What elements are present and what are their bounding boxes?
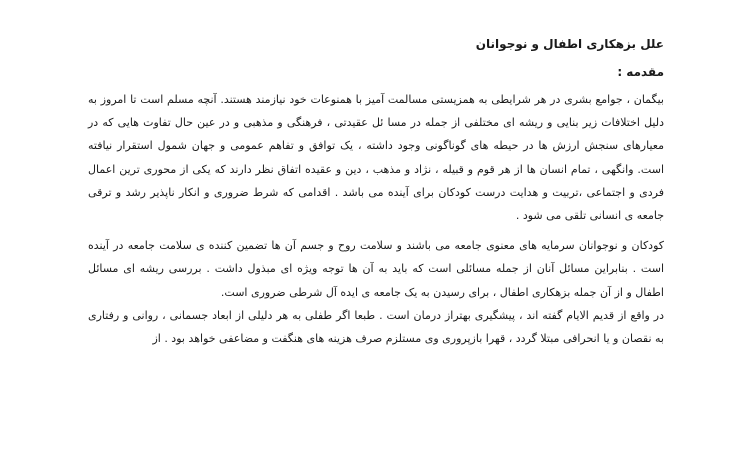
document-title: علل بزهکاری اطفال و نوجوانان [475,37,664,51]
paragraph-3: در واقع از قدیم الایام گفته اند ، پیشگیری بهتراز درمان است . طبعا اگر طفلی به هر دلیلی از ابعاد جسمانی ، روانی و رفتاری به نقصان و یا انحرافی مبتلا گردد ، قهرا بازپروری وی مستلزم صرف هزینه های هنگفت و مضاعفی خواهد بود . از [88,308,664,346]
paragraph-1: بیگمان ، جوامع بشری در هر شرایطی به همزیستی مسالمت آمیز با همنوعات خود نیازمند هستند. آنچه مسلم است تا امروز به دلیل اختلافات زیر بنایی و ریشه ای مختلفی از جمله در مسا ئل عقیدتی ، فرهنگی و مذهبی و در عین حال تفاوت هایی که در معیارهای سنجش ارزش ها در حیطه های گوناگونی وجود داشته ، یک توافق و تفاهم عمومی و جهان شمول استقرار نیافته است. وانگهی ، تمام انسان ها از هر قوم و قبیله ، نژاد و مذهب ، دین و عقیده اتفاق نظر دارند که یکی از محوری ترین اعمال فردی و اجتماعی ،تربیت و هدایت درست کودکان برای آینده می باشد . اقدامی که شرط ضروری و انکار ناپذیر رشد و ترقی جامعه ی انسانی تلقی می شود . [88,93,664,223]
section-heading: مقدمه : [617,65,664,79]
paragraph-2: کودکان و نوجوانان سرمایه های معنوی جامعه می باشند و سلامت روح و جسم آن ها تضمین کننده ی سلامت جامعه در آینده است . بنابراین مسائل آنان از جمله مسائلی است که باید به آن ها توجه ویژه ای مبذول داشت . بررسی ریشه ای مسائل اطفال و از آن جمله بزهکاری اطفال ، برای رسیدن به یک جامعه ی ایده آل شرطی ضروری است. [88,239,664,299]
document-body [88,34,664,350]
